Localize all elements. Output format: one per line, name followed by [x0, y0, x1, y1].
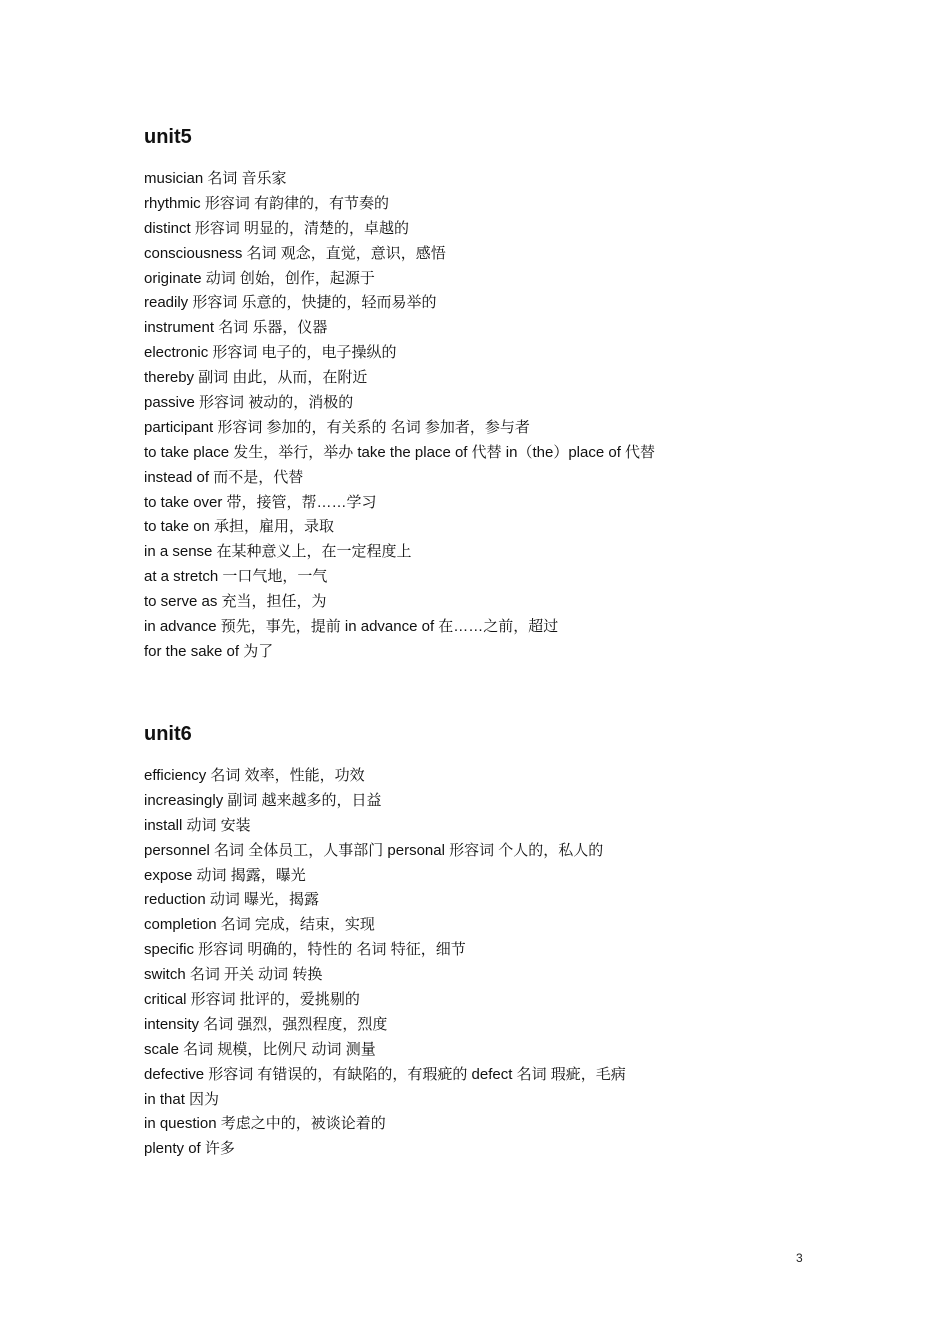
vocab-entry: thereby 副词 由此，从而，在附近: [144, 369, 368, 387]
vocab-entry: musician 名词 音乐家: [144, 170, 287, 187]
vocab-entry: scale 名词 规模，比例尺 动词 测量: [144, 1040, 376, 1058]
vocab-entry: consciousness 名词 观念，直觉，意识，感悟: [144, 244, 446, 262]
vocab-entry: expose 动词 揭露，曝光: [144, 866, 306, 884]
vocab-entry: to serve as 充当，担任，为: [144, 593, 327, 611]
vocab-entry: rhythmic 形容词 有韵律的，有节奏的: [144, 194, 390, 212]
vocab-entry: instrument 名词 乐器，仪器: [144, 319, 328, 337]
vocab-entry: in that 因为: [144, 1090, 220, 1108]
page-number: 3: [796, 1251, 803, 1265]
vocab-entry: instead of 而不是，代替: [144, 468, 304, 486]
vocab-entry: defective 形容词 有错误的，有缺陷的，有瑕疵的 defect 名词 瑕疵，毛病: [144, 1065, 626, 1083]
vocabulary-list: [144, 764, 784, 1162]
vocab-entry: critical 形容词 批评的，爱挑剔的: [144, 991, 360, 1009]
vocab-entry: completion 名词 完成，结束，实现: [144, 916, 375, 934]
vocab-entry: reduction 动词 曝光，揭露: [144, 891, 320, 909]
unit5-section: [144, 124, 784, 665]
vocab-entry: switch 名词 开关 动词 转换: [144, 966, 323, 984]
unit6-section: [144, 721, 784, 1162]
vocab-entry: plenty of 许多: [144, 1140, 235, 1158]
vocab-entry: originate 动词 创始，创作，起源于: [144, 269, 375, 287]
vocab-entry: to take place 发生，举行，举办 take the place of 代替 in（the）place of 代替: [144, 443, 656, 461]
unit-heading: unit6: [144, 723, 192, 745]
vocab-entry: for the sake of 为了: [144, 642, 274, 660]
vocab-entry: distinct 形容词 明显的，清楚的，卓越的: [144, 219, 410, 237]
vocab-entry: participant 形容词 参加的，有关系的 名词 参加者，参与者: [144, 418, 530, 436]
vocab-entry: specific 形容词 明确的，特性的 名词 特征，细节: [144, 941, 466, 959]
vocab-entry: at a stretch 一口气地，一气: [144, 568, 328, 586]
vocab-entry: install 动词 安装: [144, 816, 251, 834]
vocab-entry: readily 形容词 乐意的，快捷的，轻而易举的: [144, 294, 437, 312]
vocabulary-list: [144, 167, 784, 665]
vocab-entry: efficiency 名词 效率，性能，功效: [144, 767, 365, 784]
vocab-entry: in question 考虑之中的，被谈论着的: [144, 1115, 386, 1133]
vocab-entry: personnel 名词 全体员工，人事部门 personal 形容词 个人的，私人的: [144, 841, 604, 859]
vocab-entry: in advance 预先，事先，提前 in advance of 在……之前，超过: [144, 618, 559, 636]
vocab-entry: intensity 名词 强烈，强烈程度，烈度: [144, 1015, 388, 1033]
vocab-entry: electronic 形容词 电子的，电子操纵的: [144, 344, 397, 362]
vocab-entry: in a sense 在某种意义上，在一定程度上: [144, 543, 412, 561]
vocab-entry: passive 形容词 被动的，消极的: [144, 394, 354, 412]
vocab-entry: to take on 承担，雇用，录取: [144, 518, 335, 536]
unit-heading: unit5: [144, 126, 192, 148]
vocab-entry: increasingly 副词 越来越多的，日益: [144, 791, 382, 809]
vocab-entry: to take over 带，接管，帮……学习: [144, 493, 377, 511]
